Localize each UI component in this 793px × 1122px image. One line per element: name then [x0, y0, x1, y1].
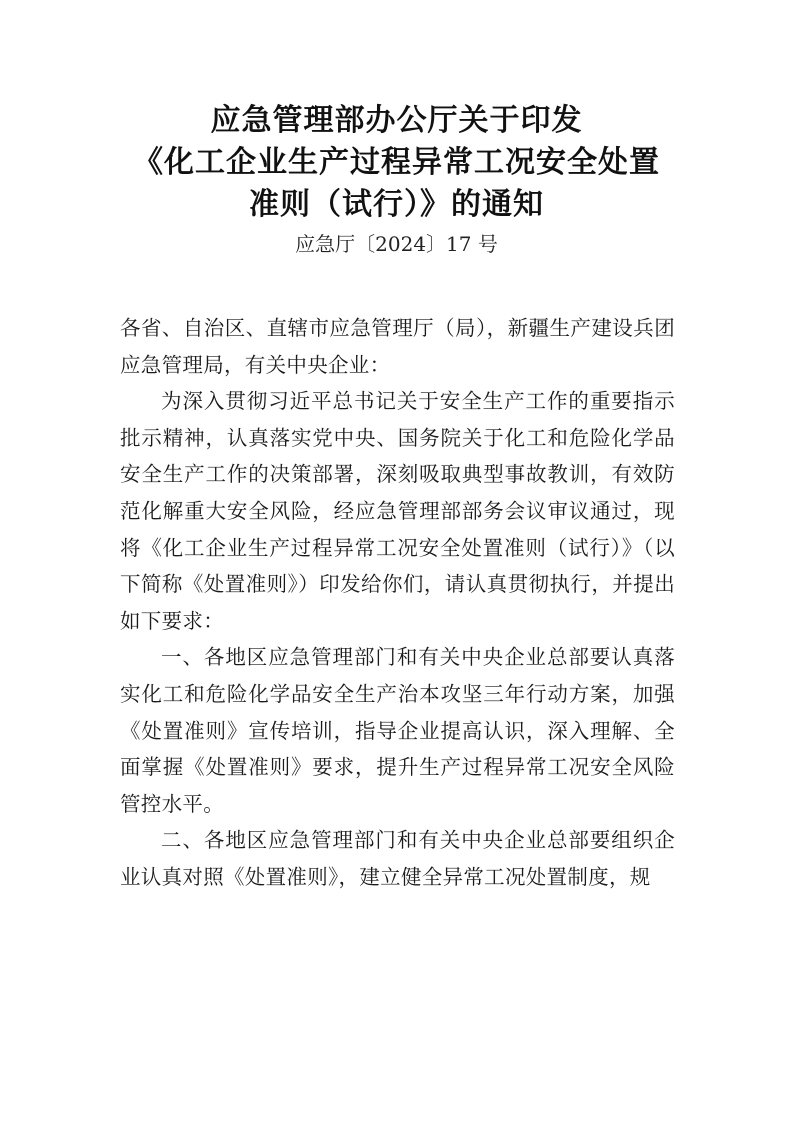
- paragraph-requirement-1: 一、各地区应急管理部门和有关中央企业总部要认真落实化工和危险化学品安全生产治本攻坚三年行动方案，加强《处置准则》宣传培训，指导企业提高认识，深入理解、全面掌握《处置准则》要求，提升生产过程异常工况安全风险管控水平。: [120, 645, 675, 816]
- paragraph-intro: 为深入贯彻习近平总书记关于安全生产工作的重要指示批示精神，认真落实党中央、国务院关于化工和危险化学品安全生产工作的决策部署，深刻吸取典型事故教训，有效防范化解重大安全风险，经应急管理部部务会议审议通过，现将《化工企业生产过程异常工况安全处置准则（试行）》（以下简称《处置准则》）印发给你们，请认真贯彻执行，并提出如下要求：: [120, 389, 675, 633]
- document-number: 应急厅〔2024〕17 号: [295, 232, 498, 256]
- paragraph-requirement-2: 二、各地区应急管理部门和有关中央企业总部要组织企业认真对照《处置准则》，建立健全异常工况处置制度，规: [120, 828, 675, 889]
- document-title-line-3: 准则（试行）》的通知: [249, 187, 544, 222]
- document-title-line-2: 《化工企业生产过程异常工况安全处置: [133, 145, 660, 180]
- document-body: [120, 310, 675, 896]
- salutation: 各省、自治区、直辖市应急管理厅（局），新疆生产建设兵团应急管理局，有关中央企业：: [120, 316, 675, 377]
- document-title-line-1: 应急管理部办公厅关于印发: [210, 103, 583, 138]
